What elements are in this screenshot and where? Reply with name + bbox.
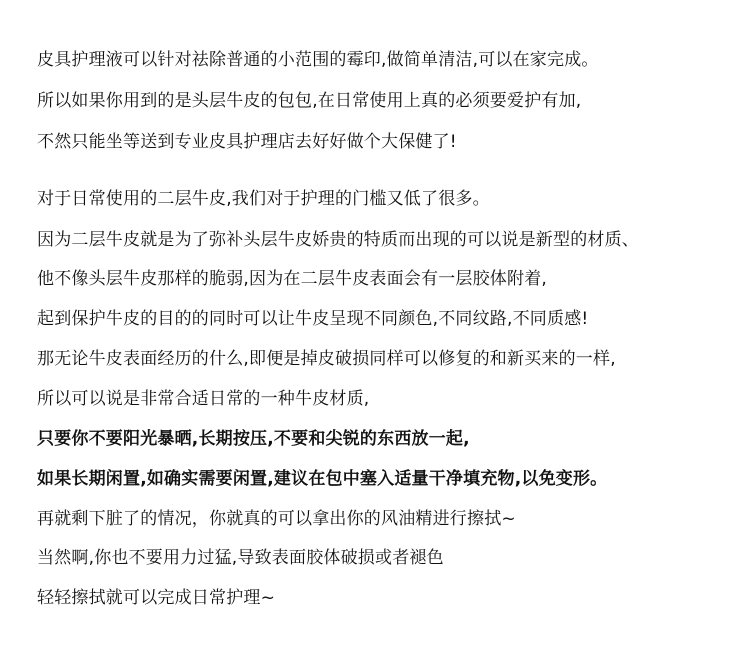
- emphasized-text-line: 如果长期闲置,如确实需要闲置,建议在包中塞入适量干净填充物,以免变形。: [37, 469, 608, 489]
- text-line: 所以如果你用到的是头层牛皮的包包,在日常使用上真的必须要爱护有加,: [37, 91, 582, 111]
- text-line: 不然只能坐等送到专业皮具护理店去好好做个大保健了!: [37, 132, 457, 152]
- text-line: 再就剩下脏了的情况，你就真的可以拿出你的风油精进行擦拭~: [37, 509, 516, 529]
- text-line: 对于日常使用的二层牛皮,我们对于护理的门槛又低了很多。: [37, 189, 490, 209]
- text-line: 因为二层牛皮就是为了弥补头层牛皮娇贵的特质而出现的可以说是新型的材质、: [37, 230, 639, 250]
- emphasized-text-line: 只要你不要阳光暴晒,长期按压,不要和尖锐的东西放一起,: [37, 429, 470, 449]
- text-line: 他不像头层牛皮那样的脆弱,因为在二层牛皮表面会有一层胶体附着,: [37, 269, 548, 289]
- text-line: 皮具护理液可以针对祛除普通的小范围的霉印,做简单清洁,可以在家完成。: [37, 50, 599, 70]
- text-line: 那无论牛皮表面经历的什么,即便是掉皮破损同样可以修复的和新买来的一样,: [37, 349, 616, 369]
- text-line: 所以可以说是非常合适日常的一种牛皮材质,: [37, 389, 370, 409]
- text-line: 当然啊,你也不要用力过猛,导致表面胶体破损或者褪色: [37, 548, 444, 568]
- text-line: 轻轻擦拭就可以完成日常护理~: [37, 588, 276, 608]
- text-line: 起到保护牛皮的目的的同时可以让牛皮呈现不同颜色,不同纹路,不同质感!: [37, 309, 589, 329]
